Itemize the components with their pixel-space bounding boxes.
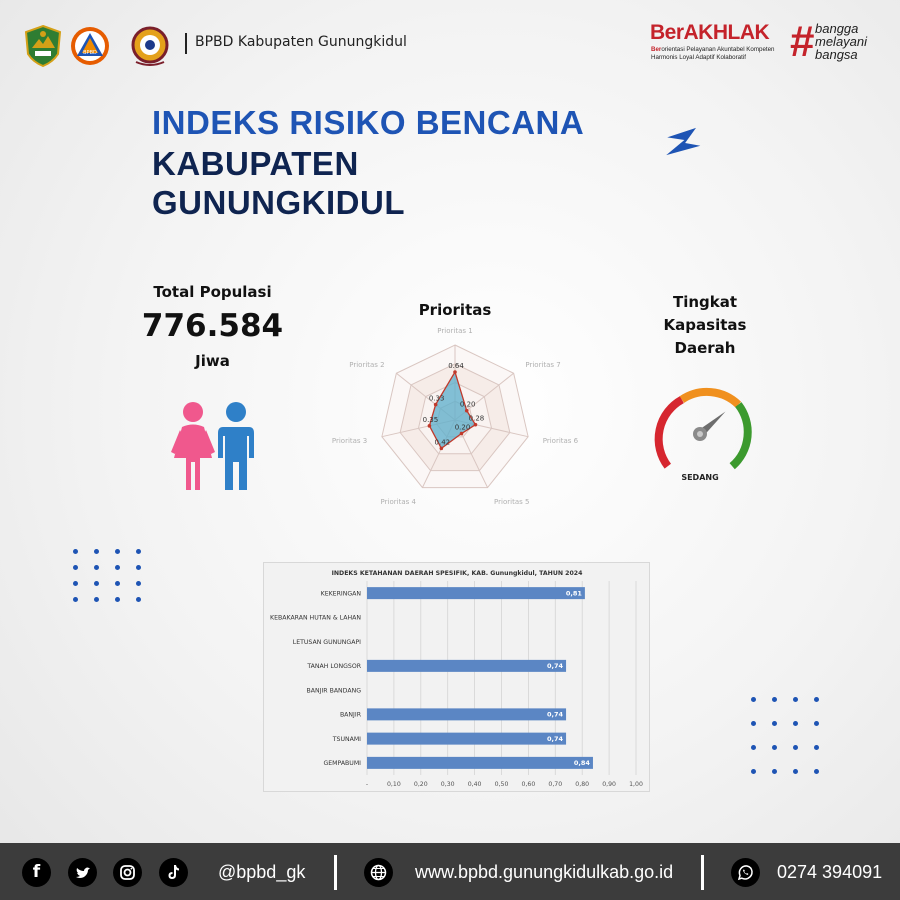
population-value: 776.584 (141, 308, 284, 344)
male-figure-icon (218, 402, 254, 490)
bar-chart-x-tick: 0,90 (602, 781, 616, 788)
population-people-icon (168, 400, 260, 492)
bar-chart-x-tick: 0,70 (548, 781, 563, 788)
hashtag-symbol: # (790, 17, 815, 66)
radar-point (428, 424, 432, 428)
gauge-green-segment (732, 405, 748, 467)
tiktok-icon[interactable] (159, 858, 188, 887)
bar-chart-value-label: 0,74 (547, 662, 564, 671)
bar-chart-x-tick: - (365, 781, 369, 788)
radar-point (465, 409, 469, 413)
gauge-orange-segment (682, 392, 738, 405)
resilience-bar-chart (264, 563, 651, 793)
lightning-icon (660, 124, 718, 166)
bar-chart-x-tick: 0,40 (467, 781, 482, 788)
radar-point (453, 370, 457, 374)
decorative-dots-left (73, 549, 142, 602)
radar-value-label: 0.42 (434, 438, 451, 447)
website-link[interactable]: www.bpbd.gunungkidulkab.go.id (415, 862, 674, 882)
bar-chart-x-tick: 1,00 (629, 781, 643, 788)
bar-chart-category-label: KEBAKARAN HUTAN & LAHAN (270, 614, 361, 622)
bar-chart-value-label: 0,74 (547, 734, 564, 743)
bar-chart-bar (367, 733, 566, 745)
twitter-icon[interactable] (68, 858, 97, 887)
bar-chart-category-label: GEMPABUMI (323, 760, 361, 768)
capacity-title (630, 291, 780, 360)
header-divider (185, 33, 187, 54)
radar-axis-label: Prioritas 7 (525, 360, 561, 369)
bar-chart-value-label: 0,81 (565, 589, 582, 598)
bpbd-logo (70, 24, 110, 68)
footer-bar (0, 843, 900, 900)
radar-value-label: 0.33 (428, 394, 445, 403)
bar-chart-x-tick: 0,10 (387, 781, 401, 788)
facebook-icon[interactable]: f (22, 858, 51, 887)
bar-chart-category-label: LETUSAN GUNUNGAPI (292, 638, 361, 646)
bar-chart-bar (367, 587, 585, 599)
bar-chart-category-label: BANJIR BANDANG (306, 687, 361, 695)
gauge-red-segment (659, 400, 682, 467)
bar-chart-x-tick: 0,30 (440, 781, 455, 788)
capacity-title-line-1: Tingkat (672, 293, 738, 311)
capacity-title-line-3: Daerah (674, 339, 736, 357)
bar-chart-category-label: KEKERINGAN (320, 590, 361, 598)
bar-chart-bar (367, 660, 566, 672)
bar-chart-title: INDEKS KETAHANAN DAERAH SPESIFIK, KAB. Gunungkidul, TAHUN 2024 (331, 570, 583, 577)
bar-chart-value-label: 0,84 (573, 759, 590, 768)
radar-axis-label: Prioritas 3 (331, 437, 368, 446)
tagline-word-1: bangga (815, 21, 859, 36)
footer-divider-1 (334, 855, 337, 890)
bar-chart-category-label: TSUNAMI (332, 735, 361, 743)
bar-chart-x-tick: 0,80 (575, 781, 590, 788)
bar-chart-x-tick: 0,50 (494, 781, 509, 788)
radar-axis-label: Prioritas 5 (494, 498, 530, 507)
bar-chart-category-label: BANJIR (339, 711, 361, 719)
radar-axis-label: Prioritas 4 (380, 498, 416, 507)
population-label: Total Populasi (153, 283, 272, 301)
radar-axis-label: Prioritas 2 (349, 360, 385, 369)
tagline-word-3: bangsa (815, 47, 858, 62)
bar-chart-x-tick: 0,60 (521, 781, 536, 788)
female-figure-icon (171, 402, 215, 490)
radar-axis-label: Prioritas 6 (542, 437, 579, 446)
radar-value-label: 0.28 (468, 414, 485, 423)
population-unit: Jiwa (195, 352, 230, 370)
page-title-line-2: KABUPATEN (152, 145, 359, 182)
berakhlak-title: BerAKHLAK (650, 21, 770, 44)
phone-number[interactable]: 0274 394091 (777, 862, 883, 882)
bar-chart-value-label: 0,74 (547, 710, 564, 719)
radar-value-label: 0.64 (448, 362, 464, 370)
radar-point (434, 403, 438, 407)
radar-point (460, 432, 464, 436)
bar-chart-bar (367, 757, 593, 769)
radar-value-label: 0.20 (454, 423, 471, 432)
bar-chart-bar (367, 708, 566, 720)
radar-value-label: 0.20 (459, 400, 476, 409)
page-title-line-3: GUNUNGKIDUL (152, 184, 405, 221)
capacity-gauge (640, 378, 760, 488)
berakhlak-line-2: Harmonis Loyal Adaptif Kolaboratif (651, 54, 746, 61)
radar-point (474, 423, 478, 427)
radar-point (440, 447, 444, 451)
priority-radar-chart (330, 325, 580, 515)
instagram-icon[interactable] (113, 858, 142, 887)
page-title-line-1: INDEKS RISIKO BENCANA (152, 104, 585, 141)
decorative-dots-right (751, 697, 820, 774)
bar-chart-x-tick: 0,20 (413, 781, 428, 788)
capacity-level: SEDANG (681, 473, 719, 482)
radar-axis-label: Prioritas 1 (437, 327, 473, 335)
globe-icon[interactable] (364, 858, 393, 887)
footer-divider-2 (701, 855, 704, 890)
svg-text:BPBD: BPBD (83, 50, 97, 56)
org-name: BPBD Kabupaten Gunungkidul (195, 34, 407, 50)
priority-title: Prioritas (418, 301, 492, 319)
radar-value-label: 0.35 (422, 415, 439, 424)
gunungkidul-regency-logo (23, 24, 63, 68)
tagline-word-2: melayani (815, 34, 868, 49)
capacity-title-line-2: Kapasitas (663, 316, 747, 334)
resilience-bar-chart-panel (263, 562, 650, 792)
whatsapp-icon[interactable] (731, 858, 760, 887)
regional-emblem-logo (130, 24, 170, 68)
berakhlak-line-1: Berorientasi Pelayanan Akuntabel Kompeten (651, 46, 775, 53)
social-handle[interactable]: @bpbd_gk (218, 862, 306, 882)
bar-chart-category-label: TANAH LONGSOR (307, 663, 361, 671)
